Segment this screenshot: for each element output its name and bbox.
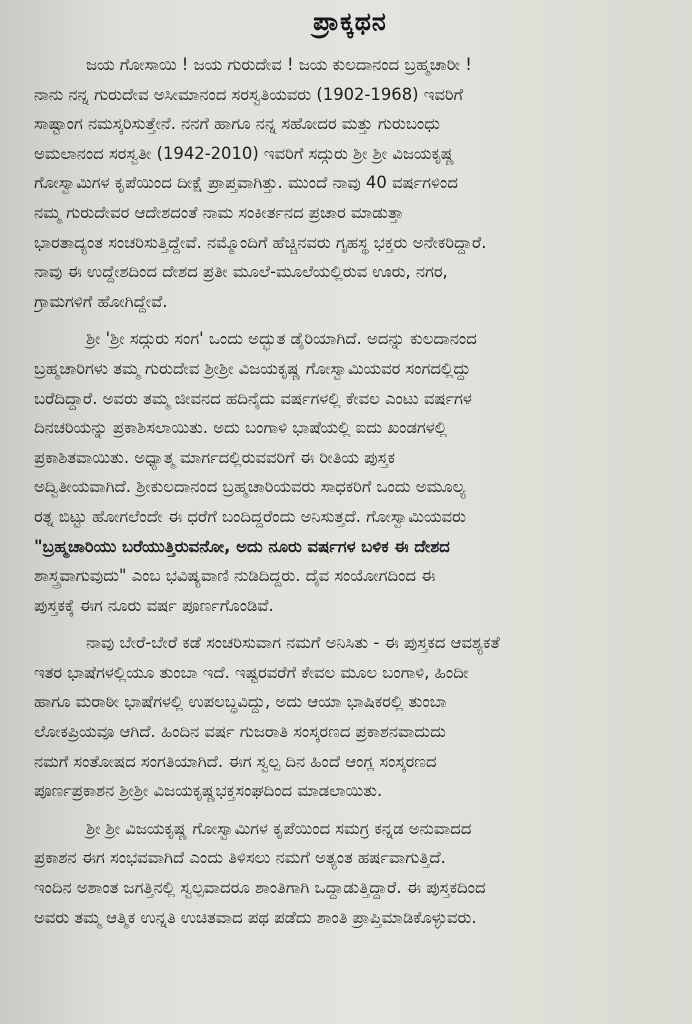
text-line: ಪೂರ್ಣಪ್ರಕಾಶನ ಶ್ರೀಶ್ರೀ ವಿಜಯಕೃಷ್ಣಭಕ್ತಸಂಘದಿಂದ ಮಾಡಲಾಯಿತು. [34,781,383,801]
text-line: ನಮ್ಮ ಗುರುದೇವರ ಆದೇಶದಂತೆ ನಾಮ ಸಂಕೀರ್ತನದ ಪ್ರಚಾರ ಮಾಡುತ್ತಾ [34,202,404,222]
text-line: ನಾವು ಈ ಉದ್ದೇಶದಿಂದ ದೇಶದ ಪ್ರತೀ ಮೂಲೆ-ಮೂಲೆಯಲ್ಲಿರುವ ಊರು, ನಗರ, [34,262,448,282]
text-line: ಇತರ ಭಾಷೆಗಳಲ್ಲಿಯೂ ತುಂಬಾ ಇದೆ. ಇಷ್ಟರವರೆಗೆ ಕೇವಲ ಮೂಲ ಬಂಗಾಳಿ, ಹಿಂದೀ [34,662,469,682]
text-line: ಹಾಗೂ ಮರಾಠೀ ಭಾಷೆಗಳಲ್ಲಿ ಉಪಲಬ್ಧವಿದ್ದು, ಅದು ಆಯಾ ಭಾಷಿಕರಲ್ಲಿ ತುಂಬಾ [34,692,447,712]
text-line: ರತ್ನ ಬಿಟ್ಟು ಹೋಗಲೆಂದೇ ಈ ಧರೆಗೆ ಬಂದಿದ್ದರೆಂದು ಅನಿಸುತ್ತದೆ. ಗೋಸ್ವಾಮಿಯವರು [34,506,466,526]
paragraph-1 [34,50,666,316]
quote-line: "ಬ್ರಹ್ಮಚಾರಿಯು ಬರೆಯುತ್ತಿರುವನೋ, ಅದು ನೂರು ವರ್ಷಗಳ ಬಳಿಕ ಈ ದೇಶದ [34,536,450,556]
text-line: ಲೋಕಪ್ರಿಯವೂ ಆಗಿದೆ. ಹಿಂದಿನ ವರ್ಷ ಗುಜರಾತಿ ಸಂಸ್ಕರಣದ ಪ್ರಕಾಶನವಾದುದು [34,722,446,742]
text-line: ಗೋಸ್ವಾಮಿಗಳ ಕೃಪೆಯಿಂದ ದೀಕ್ಷೆ ಪ್ರಾಪ್ತವಾಗಿತ್ತು. ಮುಂದೆ ನಾವು 40 ವರ್ಷಗಳಿಂದ [34,173,458,193]
paragraph-4 [34,814,666,932]
text-line: ನಮಗೆ ಸಂತೋಷದ ಸಂಗತಿಯಾಗಿದೆ. ಈಗ ಸ್ವಲ್ಪ ದಿನ ಹಿಂದೆ ಆಂಗ್ಲ ಸಂಸ್ಕರಣದ [34,751,437,771]
text-line: ಶಾಸ್ತ್ರವಾಗುವುದು" ಎಂಬ ಭವಿಷ್ಯವಾಣಿ ನುಡಿದಿದ್ದರು. ದೈವ ಸಂಯೋಗದಿಂದ ಈ [34,566,436,586]
paragraph-3 [34,628,666,806]
text-line: ಬ್ರಹ್ಮಚಾರಿಗಳು ತಮ್ಮ ಗುರುದೇವ ಶ್ರೀಶ್ರೀ ವಿಜಯಕೃಷ್ಣ ಗೋಸ್ವಾಮಿಯವರ ಸಂಗದಲ್ಲಿದ್ದು [34,358,471,378]
text-line: ಪ್ರಕಾಶಿತವಾಯಿತು. ಅಧ್ಯಾತ್ಮ ಮಾರ್ಗದಲ್ಲಿರುವವರಿಗೆ ಈ ರೀತಿಯ ಪುಸ್ತಕ [34,447,395,467]
text-line: ಶ್ರೀ 'ಶ್ರೀ ಸದ್ಗುರು ಸಂಗ' ಒಂದು ಅದ್ಭುತ ಡೈರಿಯಾಗಿದೆ. ಅದನ್ನು ಕುಲದಾನಂದ [86,329,477,349]
text-line: ಪ್ರಕಾಶನ ಈಗ ಸಂಭವವಾಗಿದೆ ಎಂದು ತಿಳಿಸಲು ನಮಗೆ ಅತ್ಯಂತ ಹರ್ಷವಾಗುತ್ತಿದೆ. [34,848,446,868]
text-line: ಬರೆದಿದ್ದಾರೆ. ಅವರು ತಮ್ಮ ಜೀವನದ ಹದಿನೈದು ವರ್ಷಗಳಲ್ಲಿ ಕೇವಲ ಎಂಟು ವರ್ಷಗಳ [34,388,472,408]
text-line: ಗ್ರಾಮಗಳಿಗೆ ಹೋಗಿದ್ದೇವೆ. [34,291,168,311]
text-line: ಭಾರತಾದ್ಯಂತ ಸಂಚರಿಸುತ್ತಿದ್ದೇವೆ. ನಮ್ಮೊಂದಿಗೆ ಹೆಚ್ಚಿನವರು ಗೃಹಸ್ಥ ಭಕ್ತರು ಅನೇಕರಿದ್ದಾರೆ. [34,232,487,252]
text-line: ನಾವು ಬೇರೆ-ಬೇರೆ ಕಡೆ ಸಂಚರಿಸುವಾಗ ನಮಗೆ ಅನಿಸಿತು - ಈ ಪುಸ್ತಕದ ಆವಶ್ಯಕತೆ [86,633,500,653]
text-line: ಅವರು ತಮ್ಮ ಆತ್ಮಿಕ ಉನ್ನತಿ ಉಚಿತವಾದ ಪಥ ಪಡೆದು ಶಾಂತಿ ಪ್ರಾಪ್ತಿಮಾಡಿಕೊಳ್ಳುವರು. [34,907,477,927]
paragraph-2 [34,324,666,620]
text-line: ಪುಸ್ತಕಕ್ಕೆ ಈಗ ನೂರು ವರ್ಷ ಪೂರ್ಣಗೊಂಡಿವೆ. [34,595,274,615]
text-line: ಅಮಲಾನಂದ ಸರಸ್ವತೀ (1942-2010) ಇವರಿಗೆ ಸದ್ಗುರು ಶ್ರೀ ಶ್ರೀ ವಿಜಯಕೃಷ್ಣ [34,143,455,163]
text-line: ಅದ್ವಿತೀಯವಾಗಿದೆ. ಶ್ರೀಕುಲದಾನಂದ ಬ್ರಹ್ಮಚಾರಿಯವರು ಸಾಧಕರಿಗೆ ಒಂದು ಅಮೂಲ್ಯ [34,477,466,497]
page-title: ಪ್ರಾಕ್ಕಥನ [313,7,387,36]
text-line: ಜಯ ಗೋಸಾಯಿ ! ಜಯ ಗುರುದೇವ ! ಜಯ ಕುಲದಾನಂದ ಬ್ರಹ್ಮಚಾರೀ ! [86,55,472,74]
text-line: ಸಾಷ್ಟಾಂಗ ನಮಸ್ಕರಿಸುತ್ತೇನೆ. ನನಗೆ ಹಾಗೂ ನನ್ನ ಸಹೋದರ ಮತ್ತು ಗುರುಬಂಧು [34,114,440,134]
text-line: ಶ್ರೀ ಶ್ರೀ ವಿಜಯಕೃಷ್ಣ ಗೋಸ್ವಾಮಿಗಳ ಕೃಪೆಯಿಂದ ಸಮಗ್ರ ಕನ್ನಡ ಅನುವಾದದ [86,818,472,838]
text-line: ನಾನು ನನ್ನ ಗುರುದೇವ ಅಸೀಮಾನಂದ ಸರಸ್ವತಿಯವರು (1902-1968) ಇವರಿಗೆ [34,84,464,104]
text-line: ಇಂದಿನ ಅಶಾಂತ ಜಗತ್ತಿನಲ್ಲಿ ಸ್ವಲ್ಪವಾದರೂ ಶಾಂತಿಗಾಗಿ ಒದ್ದಾಡುತ್ತಿದ್ದಾರೆ. ಈ ಪುಸ್ತಕದಿಂದ [34,878,486,898]
text-line: ದಿನಚರಿಯನ್ನು ಪ್ರಕಾಶಿಸಲಾಯಿತು. ಅದು ಬಂಗಾಳಿ ಭಾಷೆಯಲ್ಲಿ ಐದು ಖಂಡಗಳಲ್ಲಿ [34,418,448,438]
